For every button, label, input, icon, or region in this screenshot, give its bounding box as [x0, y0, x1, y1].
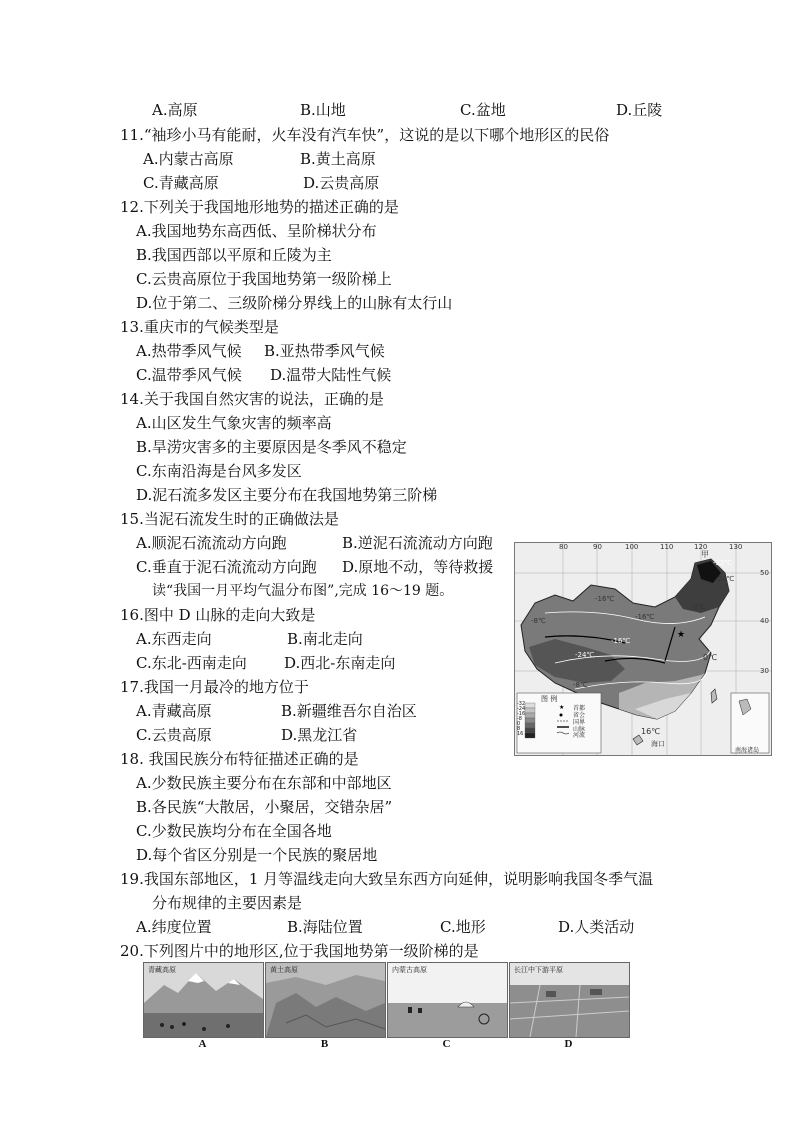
january-temperature-map: [514, 542, 772, 756]
q13-option-a: A.热带季风气候: [136, 342, 242, 360]
q17-stem: 17.我国一月最冷的地方位于: [120, 678, 309, 696]
q16-option-d: D.西北-东南走向: [284, 654, 396, 672]
q19-stem-line1: 19.我国东部地区，1 月等温线走向大致呈东西方向延伸，说明影响我国冬季气温: [120, 870, 654, 888]
q16-stem: 16.图中 D 山脉的走向大致是: [120, 606, 316, 624]
q17-option-c: C.云贵高原: [136, 726, 212, 744]
map-scale-value: -24: [517, 706, 526, 712]
q12-option-b: B.我国西部以平原和丘陵为主: [136, 246, 332, 264]
q18-option-c: C.少数民族均分布在全国各地: [136, 822, 332, 840]
map-temp-label: -16℃: [611, 637, 631, 645]
map-inset-label: 南海诸岛: [735, 747, 760, 754]
q12-option-c: C.云贵高原位于我国地势第一级阶梯上: [136, 270, 392, 288]
map-scale-value: 16: [517, 731, 524, 737]
q14-option-a: A.山区发生气象灾害的频率高: [136, 414, 332, 432]
q18-option-a: A.少数民族主要分布在东部和中部地区: [136, 774, 392, 792]
q11-option-a: A.内蒙古高原: [143, 150, 234, 168]
q15-option-a: A.顺泥石流流动方向跑: [136, 534, 287, 552]
q15-option-d: D.原地不动，等待救援: [342, 558, 494, 576]
map-temp-label: -32℃: [713, 559, 733, 567]
photo-title: 长江中下游平原: [514, 966, 563, 974]
q12-option-d: D.位于第二、三级阶梯分界线上的山脉有太行山: [136, 294, 453, 312]
svg-text:★: ★: [559, 704, 565, 711]
photo-title: 青藏高原: [148, 966, 176, 974]
map-lon-tick: 90: [593, 543, 602, 551]
q17-option-d: D.黑龙江省: [281, 726, 358, 744]
q19-option-b: B.海陆位置: [287, 918, 363, 936]
map-scale-value: 0: [517, 721, 521, 727]
map-temp-label: 0℃: [703, 653, 718, 662]
map-legend-item: 国界: [573, 719, 586, 726]
q13-option-d: D.温带大陆性气候: [270, 366, 392, 384]
q10-option-c: C.盆地: [460, 101, 506, 119]
q13-option-b: B.亚热带季风气候: [264, 342, 385, 360]
q16-option-b: B.南北走向: [287, 630, 363, 648]
map-temp-label: -8℃: [691, 603, 706, 611]
map-lat-tick: 40: [760, 617, 769, 625]
photo-inner-mongolia-plateau: [387, 962, 508, 1038]
q10-option-a: A.高原: [152, 101, 198, 119]
q19-option-c: C.地形: [440, 918, 486, 936]
q14-stem: 14.关于我国自然灾害的说法，正确的是: [120, 390, 384, 408]
photo-yangtze-plain: [509, 962, 630, 1038]
q11-option-b: B.黄土高原: [300, 150, 376, 168]
q19-option-d: D.人类活动: [558, 918, 635, 936]
q13-stem: 13.重庆市的气候类型是: [120, 318, 279, 336]
q17-option-a: A.青藏高原: [136, 702, 212, 720]
svg-text:★: ★: [677, 630, 686, 640]
photo-title: 内蒙古高原: [392, 966, 427, 974]
map-scale-value: 8: [517, 726, 521, 732]
map-scale-value: -8: [517, 716, 522, 722]
map-city-label: 海口: [651, 740, 665, 748]
q11-option-d: D.云贵高原: [303, 174, 380, 192]
map-temp-label: -16℃: [595, 595, 615, 603]
map-temp-label: -8℃: [531, 617, 546, 625]
q12-stem: 12.下列关于我国地形地势的描述正确的是: [120, 198, 399, 216]
map-legend-item: 首都: [573, 705, 586, 712]
q19-stem-line2: 分布规律的主要因素是: [152, 894, 303, 912]
q14-option-c: C.东南沿海是台风多发区: [136, 462, 302, 480]
photo-title: 黄土高原: [270, 966, 298, 974]
q13-option-c: C.温带季风气候: [136, 366, 242, 384]
map-lat-tick: 50: [760, 569, 769, 577]
q11-option-c: C.青藏高原: [143, 174, 219, 192]
map-temp-label: -24℃: [715, 575, 735, 583]
q18-stem: 18. 我国民族分布特征描述正确的是: [120, 750, 359, 768]
q19-option-a: A.纬度位置: [136, 918, 212, 936]
map-legend-item: 河流: [573, 732, 586, 739]
photo-letter-c: C: [442, 1038, 451, 1050]
photo-loess-plateau: [265, 962, 386, 1038]
photo-qinghai-tibet-plateau: [143, 962, 264, 1038]
q12-option-a: A.我国地势东高西低、呈阶梯状分布: [136, 222, 377, 240]
q10-option-d: D.丘陵: [616, 101, 663, 119]
map-label-jia: 甲: [701, 550, 709, 559]
map-lon-tick: 100: [625, 543, 639, 551]
map-temp-label: -8℃: [573, 681, 588, 689]
map-temp-label: -16℃: [635, 613, 655, 621]
map-lat-tick: 30: [760, 667, 769, 675]
landform-photos: [143, 962, 653, 1052]
q10-option-b: B.山地: [300, 101, 346, 119]
photo-letter-a: A: [198, 1038, 207, 1050]
map-legend-item: 省会: [573, 712, 586, 719]
photo-letter-d: D: [564, 1038, 573, 1050]
photo-letter-b: B: [320, 1038, 329, 1050]
map-lon-tick: 130: [729, 543, 743, 551]
q20-stem: 20.下列图片中的地形区,位于我国地势第一级阶梯的是: [120, 942, 479, 960]
map-lon-tick: 120: [694, 543, 708, 551]
q15-option-c: C.垂直于泥石流流动方向跑: [136, 558, 317, 576]
map-lon-tick: 80: [559, 543, 568, 551]
q17-option-b: B.新疆维吾尔自治区: [281, 702, 417, 720]
map-temp-label: -24℃: [575, 651, 595, 659]
map-temp-label: 16℃: [641, 727, 661, 736]
q16-option-a: A.东西走向: [136, 630, 212, 648]
map-scale-value: -16: [517, 711, 526, 717]
q18-option-b: B.各民族“大散居，小聚居，交错杂居”: [136, 798, 393, 816]
map-lon-tick: 110: [660, 543, 674, 551]
q11-stem: 11.“袖珍小马有能耐，火车没有汽车快”，这说的是以下哪个地形区的民俗: [120, 126, 610, 144]
q14-option-d: D.泥石流多发区主要分布在我国地势第三阶梯: [136, 486, 438, 504]
q15-option-b: B.逆泥石流流动方向跑: [342, 534, 493, 552]
q16-option-c: C.东北-西南走向: [136, 654, 247, 672]
map-scale-value: -32: [517, 701, 526, 707]
map-question-intro: 读“我国一月平均气温分布图”,完成 16～19 题。: [152, 583, 454, 599]
q15-stem: 15.当泥石流发生时的正确做法是: [120, 510, 339, 528]
map-legend-item: 山脉: [573, 726, 586, 733]
map-legend-title: 图 例: [541, 695, 558, 703]
q18-option-d: D.每个省区分别是一个民族的聚居地: [136, 846, 378, 864]
q14-option-b: B.旱涝灾害多的主要原因是冬季风不稳定: [136, 438, 407, 456]
